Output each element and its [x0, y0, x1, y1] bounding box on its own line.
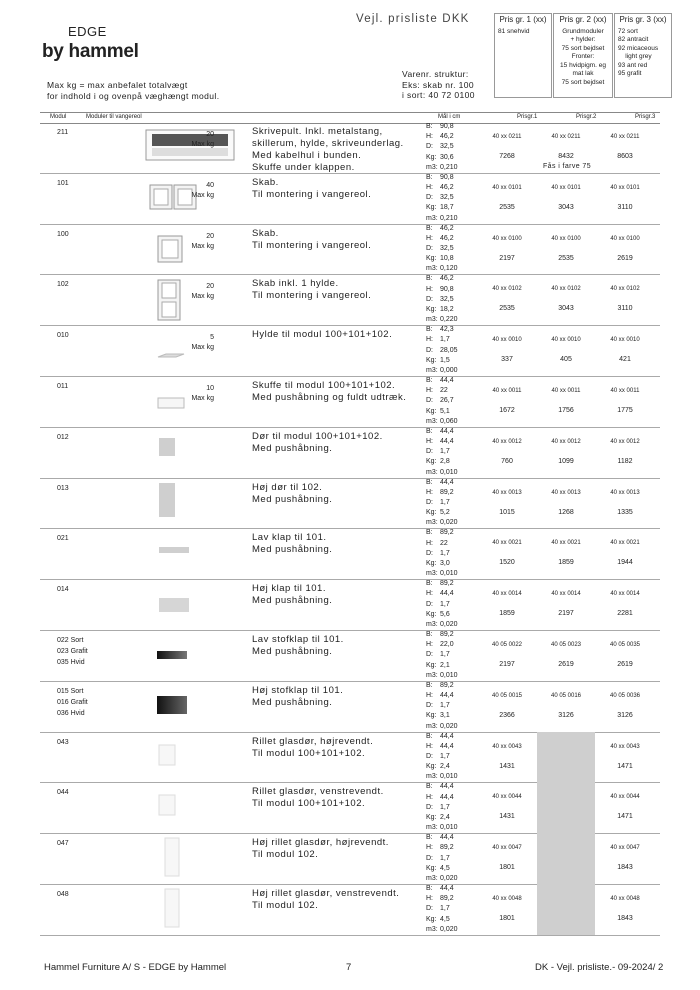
article-number-group-3: 40 xx 0012: [610, 438, 640, 445]
dimensions: B: 44,4 H: 89,2 D: 1,7 Kg: 4,5 m3: 0,020: [426, 834, 458, 882]
table-row: [40, 122, 660, 174]
module-description: Skuffe til modul 100+101+102. Med pushåbning og fuldt udtræk.: [252, 380, 407, 403]
price-group-1: 2535: [499, 305, 515, 313]
dimensions: B: 90,8 H: 46,2 D: 32,5 Kg: 18,7 m3: 0,210: [426, 173, 458, 222]
module-description: Lav klap til 101. Med pushåbning.: [252, 532, 333, 556]
color-availability-note: Fås i farve 75: [542, 163, 591, 170]
article-number-group-3: 40 05 0035: [609, 642, 641, 648]
module-description: Skrivepult. Inkl. metalstang, skillerum, hylde, skriveunderlag. Med kabelhul i bunden. Skuffe under klappen.: [252, 126, 404, 173]
price-group-2: 1756: [558, 407, 574, 414]
article-number-group-3: 40 xx 0010: [610, 337, 640, 344]
module-description: Høj stofklap til 101. Med pushåbning.: [252, 684, 344, 708]
price-group-2: 1268: [558, 508, 574, 516]
dimensions: B: 44,4 H: 44,4 D: 1,7 Kg: 2,4 m3: 0,010: [426, 732, 458, 781]
dimensions: B: 44,4 H: 89,2 D: 1,7 Kg: 4,5 m3: 0,020: [426, 885, 458, 933]
article-number-group-3: 40 xx 0043: [610, 743, 640, 750]
price-group-1: 1801: [499, 864, 515, 872]
module-illustration: [156, 648, 188, 666]
article-number-group-1: 40 xx 0102: [492, 286, 522, 293]
max-kg-value: 5: [210, 334, 214, 342]
module-description: Hylde til modul 100+101+102.: [252, 329, 393, 341]
article-number-group-3: 40 xx 0101: [610, 184, 640, 191]
module-illustration: [158, 794, 176, 821]
article-number-group-1: 40 xx 0047: [492, 845, 522, 852]
unavailable-cell: [537, 833, 595, 884]
max-kg-value: 20: [206, 131, 214, 138]
module-number: 013: [57, 484, 69, 492]
price-group-2: 2197: [558, 610, 574, 618]
article-number-group-3: 40 xx 0100: [610, 235, 640, 242]
price-group-2: 3043: [558, 305, 574, 313]
article-number-group-1: 40 xx 0021: [492, 540, 522, 547]
price-group-2: 1859: [558, 559, 574, 567]
table-row: [40, 427, 660, 479]
document-title: Vejl. prisliste DKK: [356, 13, 470, 25]
price-group-1: 1015: [499, 508, 515, 516]
article-number-group-3: 40 xx 0102: [610, 286, 640, 293]
dimensions: B: 44,4 H: 44,4 D: 1,7 Kg: 2,8 m3: 0,010: [426, 427, 458, 476]
price-group-3-lines: 72 sort 82 antracit 92 micaceous light grey 93 ant red 95 grafit: [618, 27, 659, 77]
module-number: 102: [57, 281, 69, 289]
dimensions: B: 44,4 H: 89,2 D: 1,7 Kg: 5,2 m3: 0,020: [426, 478, 458, 527]
module-description: Høj klap til 101. Med pushåbning.: [252, 583, 333, 607]
price-group-1: 2535: [499, 203, 515, 211]
unavailable-cell: [537, 782, 595, 833]
max-kg-label: Max kg: [191, 141, 214, 148]
dimensions: B: 46,2 H: 90,8 D: 32,5 Kg: 18,2 m3: 0,220: [426, 275, 458, 324]
article-number-group-2: 40 xx 0010: [551, 337, 581, 344]
article-number-group-3: 40 05 0036: [609, 692, 641, 699]
price-group-2: 2535: [558, 254, 574, 262]
article-number-group-1: 40 05 0022: [491, 642, 523, 648]
unavailable-cell: [537, 732, 595, 783]
brand-logo: by hammel: [42, 41, 139, 62]
table-header: Modul Moduler til vangereol Mål i cm Prisgr.1 Prisgr.2 Prisgr.3: [40, 112, 660, 124]
article-number-group-3: 40 xx 0047: [610, 845, 640, 852]
dimensions: B: 90,8 H: 46,2 D: 32,5 Kg: 30,6 m3: 0,210: [426, 123, 458, 171]
price-group-3: 421: [619, 356, 631, 364]
price-group-3: 1944: [617, 559, 633, 567]
footer-document: DK - Vejl. prisliste.- 09-2024/ 2: [535, 962, 664, 973]
module-illustration: [158, 597, 190, 618]
module-number: 100: [57, 230, 69, 238]
module-number: 021: [57, 535, 69, 543]
price-group-3: 8603: [617, 153, 633, 160]
article-number-group-2: 40 xx 0021: [551, 540, 581, 547]
price-group-3: 3126: [617, 711, 633, 719]
module-description: Høj rillet glasdør, højrevendt. Til modul 102.: [252, 837, 389, 861]
article-number-group-1: 40 xx 0012: [492, 438, 522, 445]
article-number-group-3: 40 xx 0048: [610, 896, 640, 902]
table-row: [40, 884, 660, 936]
dimensions: B: 42,3 H: 1,7 D: 28,05 Kg: 1,5 m3: 0,000: [426, 326, 458, 374]
module-number: 014: [57, 586, 69, 594]
module-number: 048: [57, 891, 69, 898]
table-row: [40, 732, 660, 784]
module-description: Rillet glasdør, højrevendt. Til modul 100+101+102.: [252, 735, 374, 759]
max-kg-value: 20: [206, 232, 214, 240]
dimensions: B: 89,2 H: 44,4 D: 1,7 Kg: 3,1 m3: 0,020: [426, 681, 458, 730]
price-group-3: 1843: [617, 864, 633, 872]
article-number-group-2: 40 05 0023: [550, 642, 582, 648]
article-number-group-3: 40 xx 0011: [610, 388, 640, 394]
module-illustration: [156, 695, 188, 720]
article-number-group-3: 40 xx 0044: [610, 794, 640, 801]
dimensions: B: 46,2 H: 46,2 D: 32,5 Kg: 10,8 m3: 0,120: [426, 224, 458, 273]
price-group-3: 1843: [617, 915, 633, 922]
article-number-group-1: 40 05 0015: [491, 692, 523, 699]
module-number: 022 Sort 023 Grafit 035 Hvid: [57, 637, 88, 666]
price-group-1: 1431: [499, 762, 515, 770]
article-number-group-2: 40 xx 0013: [551, 489, 581, 496]
unavailable-cell: [537, 884, 595, 935]
module-description: Skab. Til montering i vangereol.: [252, 176, 372, 200]
price-group-2: 3126: [558, 711, 574, 719]
article-number-group-1: 40 xx 0011: [492, 388, 522, 394]
module-number: 101: [57, 179, 69, 187]
price-group-1-lines: 81 snehvid: [498, 27, 530, 35]
price-group-2: 405: [560, 356, 572, 364]
module-description: Skab inkl. 1 hylde. Til montering i vangereol.: [252, 278, 372, 302]
article-number-group-2: 40 xx 0012: [551, 438, 581, 445]
module-number: 211: [57, 129, 69, 136]
dimensions: B: 89,2 H: 22,0 D: 1,7 Kg: 2,1 m3: 0,010: [426, 631, 458, 679]
price-group-1: 2197: [499, 661, 515, 668]
article-number-group-2: 40 xx 0101: [551, 184, 581, 191]
article-number-group-2: 40 xx 0011: [551, 388, 581, 394]
article-number-group-1: 40 xx 0013: [492, 489, 522, 496]
dimensions: B: 44,4 H: 22 D: 26,7 Kg: 5,1 m3: 0,060: [426, 377, 458, 425]
table-row: [40, 173, 660, 225]
price-group-3: 3110: [617, 203, 633, 211]
price-group-2: 8432: [558, 153, 574, 160]
price-group-3: 2619: [617, 661, 633, 668]
table-row: [40, 478, 660, 530]
max-kg-label: Max kg: [191, 191, 214, 199]
article-number-group-1: 40 xx 0101: [492, 184, 522, 191]
module-description: Rillet glasdør, venstrevendt. Til modul 100+101+102.: [252, 786, 384, 810]
table-row: [40, 782, 660, 834]
module-illustration: [164, 888, 180, 933]
module-description: Høj dør til 102. Med pushåbning.: [252, 481, 333, 505]
module-illustration: [158, 482, 176, 523]
page-number: 7: [346, 962, 352, 973]
module-number: 011: [57, 383, 69, 390]
dimensions: B: 89,2 H: 22 D: 1,7 Kg: 3,0 m3: 0,010: [426, 529, 458, 578]
table-row: [40, 528, 660, 580]
article-number-group-2: 40 xx 0102: [551, 286, 581, 293]
article-number-group-1: 40 xx 0043: [492, 743, 522, 750]
module-number: 047: [57, 840, 69, 848]
max-kg-label: Max kg: [191, 395, 214, 402]
article-number-group-2: 40 xx 0014: [551, 591, 581, 598]
price-group-1: 1859: [499, 610, 515, 618]
dimensions: B: 89,2 H: 44,4 D: 1,7 Kg: 5,6 m3: 0,020: [426, 580, 458, 628]
article-number-group-1: 40 xx 0211: [492, 134, 522, 140]
price-group-1: 760: [501, 457, 513, 465]
price-group-2-box: Pris gr. 2 (xx) Grundmoduler + hylder: 75 sort bejdset Fronter: 15 hvidpigm. eg mat lak 75 sort bejdset: [553, 13, 613, 98]
table-row: [40, 630, 660, 682]
module-illustration: [158, 542, 190, 560]
table-row: [40, 579, 660, 631]
module-number: 010: [57, 332, 69, 340]
max-kg-label: Max kg: [191, 293, 214, 301]
max-kg-value: 40: [206, 181, 214, 189]
price-group-1: 2197: [499, 254, 515, 262]
article-number-group-1: 40 xx 0048: [492, 896, 522, 902]
price-group-3: 1335: [617, 508, 633, 516]
module-number: 044: [57, 789, 69, 797]
table-row: [40, 224, 660, 276]
price-group-2-lines: Grundmoduler + hylder: 75 sort bejdset Fronter: 15 hvidpigm. eg mat lak 75 sort bejdset: [560, 27, 606, 86]
article-number-group-1: 40 xx 0014: [492, 591, 522, 598]
price-group-2: 3043: [558, 203, 574, 211]
article-number-group-2: 40 05 0016: [550, 692, 582, 699]
price-group-3: 3110: [617, 305, 633, 313]
module-illustration: [164, 837, 180, 882]
price-group-3: 1471: [617, 762, 633, 770]
table-row: [40, 681, 660, 733]
price-group-1: 1672: [499, 407, 515, 414]
article-number-group-2: 40 xx 0100: [551, 235, 581, 242]
article-number-group-3: 40 xx 0014: [610, 591, 640, 598]
price-group-1: 2366: [499, 711, 515, 719]
article-number-group-2: 40 xx 0211: [551, 134, 581, 140]
module-description: Høj rillet glasdør, venstrevendt. Til modul 102.: [252, 888, 400, 911]
article-number-group-1: 40 xx 0010: [492, 337, 522, 344]
price-group-1: 1801: [499, 915, 515, 922]
article-number-group-1: 40 xx 0100: [492, 235, 522, 242]
module-number: 012: [57, 433, 69, 441]
max-kg-label: Max kg: [191, 242, 214, 250]
module-description: Dør til modul 100+101+102. Med pushåbning.: [252, 430, 383, 454]
article-number-group-3: 40 xx 0021: [610, 540, 640, 547]
price-group-3: 2619: [617, 254, 633, 262]
max-kg-value: 20: [206, 283, 214, 291]
price-group-1: 1431: [499, 813, 515, 821]
price-group-3: 1471: [617, 813, 633, 821]
price-group-3-box: Pris gr. 3 (xx) 72 sort 82 antracit 92 micaceous light grey 93 ant red 95 grafit: [614, 13, 672, 98]
module-illustration: [158, 744, 176, 771]
item-number-structure: Varenr. struktur: Eks: skab nr. 100 i sort: 40 72 0100: [402, 69, 475, 100]
footer-company: Hammel Furniture A/ S - EDGE by Hammel: [44, 962, 227, 973]
table-row: [40, 325, 660, 377]
price-group-1-box: Pris gr. 1 (xx) 81 snehvid: [494, 13, 552, 98]
price-group-2: 1099: [558, 457, 574, 465]
price-group-3: 1182: [617, 457, 633, 465]
table-row: [40, 833, 660, 885]
brand-line: EDGE: [68, 24, 107, 39]
table-row: [40, 274, 660, 326]
module-number: 043: [57, 738, 69, 746]
module-description: Lav stofklap til 101. Med pushåbning.: [252, 634, 344, 657]
price-group-1: 1520: [499, 559, 515, 567]
price-group-2: 2619: [558, 661, 574, 668]
price-group-3: 1775: [617, 407, 633, 414]
dimensions: B: 44,4 H: 44,4 D: 1,7 Kg: 2,4 m3: 0,010: [426, 783, 458, 832]
article-number-group-3: 40 xx 0013: [610, 489, 640, 496]
max-kg-value: 10: [206, 385, 214, 392]
article-number-group-3: 40 xx 0211: [610, 134, 640, 140]
price-group-3: 2281: [617, 610, 633, 618]
price-group-1: 337: [501, 356, 513, 364]
module-description: Skab. Til montering i vangereol.: [252, 227, 372, 251]
price-group-1: 7268: [499, 153, 515, 160]
max-kg-label: Max kg: [191, 344, 214, 352]
table-row: [40, 376, 660, 428]
article-number-group-1: 40 xx 0044: [492, 794, 522, 801]
module-number: 015 Sort 016 Grafit 036 Hvid: [57, 687, 88, 717]
max-kg-note: Max kg = max anbefalet totalvægt for indhold i og ovenpå væghængt modul.: [47, 80, 220, 101]
module-illustration: [158, 437, 176, 462]
